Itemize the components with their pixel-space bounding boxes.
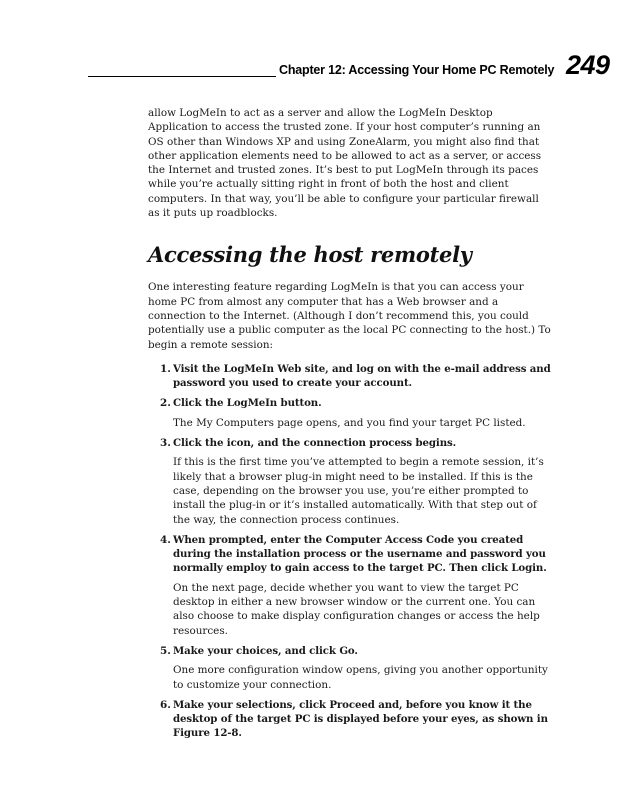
step-number: 5. [160, 644, 171, 657]
step-instruction: Visit the LogMeIn Web site, and log on with the e-mail address and password you used to create your account. [173, 362, 551, 390]
step-item [148, 698, 552, 741]
page-number: 249 [566, 50, 610, 80]
step-item [148, 436, 552, 527]
step-number: 6. [160, 698, 171, 711]
step-instruction: Click the LogMeIn button. [173, 397, 322, 410]
steps-list [148, 362, 552, 741]
step-instruction: When prompted, enter the Computer Access Code you created during the installation process or the username and password you normally employ to gain access to the target PC. Then click Login. [173, 533, 547, 575]
section-heading: Accessing the host remotely [148, 242, 472, 268]
step-item [148, 644, 552, 692]
step-item [148, 362, 552, 391]
step-number: 1. [160, 362, 171, 375]
step-number: 2. [160, 397, 171, 410]
step-item [148, 533, 552, 638]
intro-paragraph: allow LogMeIn to act as a server and allow the LogMeIn Desktop Application to access the trusted zone. If your host computer’s running an OS other than Windows XP and using ZoneAlarm, you might also find that other application elements need to be allowed to act as a server, or access the Internet and trusted zones. It’s best to put LogMeIn through its paces while you’re actually sitting right in front of both the host and client computers. In that way, you’ll be able to configure your particular firewall as it puts up roadblocks. [148, 107, 542, 220]
step-instruction: Click the icon, and the connection process begins. [173, 437, 457, 450]
step-number: 3. [160, 437, 171, 450]
step-instruction: Make your selections, click Proceed and, before you know it the desktop of the target PC is displayed before your eyes, as shown in Figure 12-8. [173, 698, 548, 740]
step-instruction: Make your choices, and click Go. [173, 644, 358, 657]
running-header [0, 0, 637, 90]
step-description: The My Computers page opens, and you find your target PC listed. [173, 416, 526, 429]
step-number: 4. [160, 533, 171, 546]
step-description: If this is the first time you’ve attempted to begin a remote session, it’s likely that a browser plug-in might need to be installed. If this is the case, depending on the browser you use, you’re either prompted to install the plug-in or it’s installed automatically. With that step out of the way, the connection process continues. [173, 456, 544, 526]
step-item [148, 396, 552, 430]
header-rule [88, 76, 276, 77]
step-description: On the next page, decide whether you want to view the target PC desktop in either a new browser window or the current one. You can also choose to make display configuration changes or access the help resources. [173, 581, 540, 637]
step-description: One more configuration window opens, giving you another opportunity to customize your connection. [173, 664, 548, 691]
section-paragraph: One interesting feature regarding LogMeIn is that you can access your home PC from almost any computer that has a Web browser and a connection to the Internet. (Although I don’t recommend this, you could potentially use a public computer as the local PC connecting to the host.) To begin a remote session: [148, 281, 551, 351]
chapter-title: Chapter 12: Accessing Your Home PC Remotely [279, 63, 555, 77]
page-body [148, 106, 552, 747]
